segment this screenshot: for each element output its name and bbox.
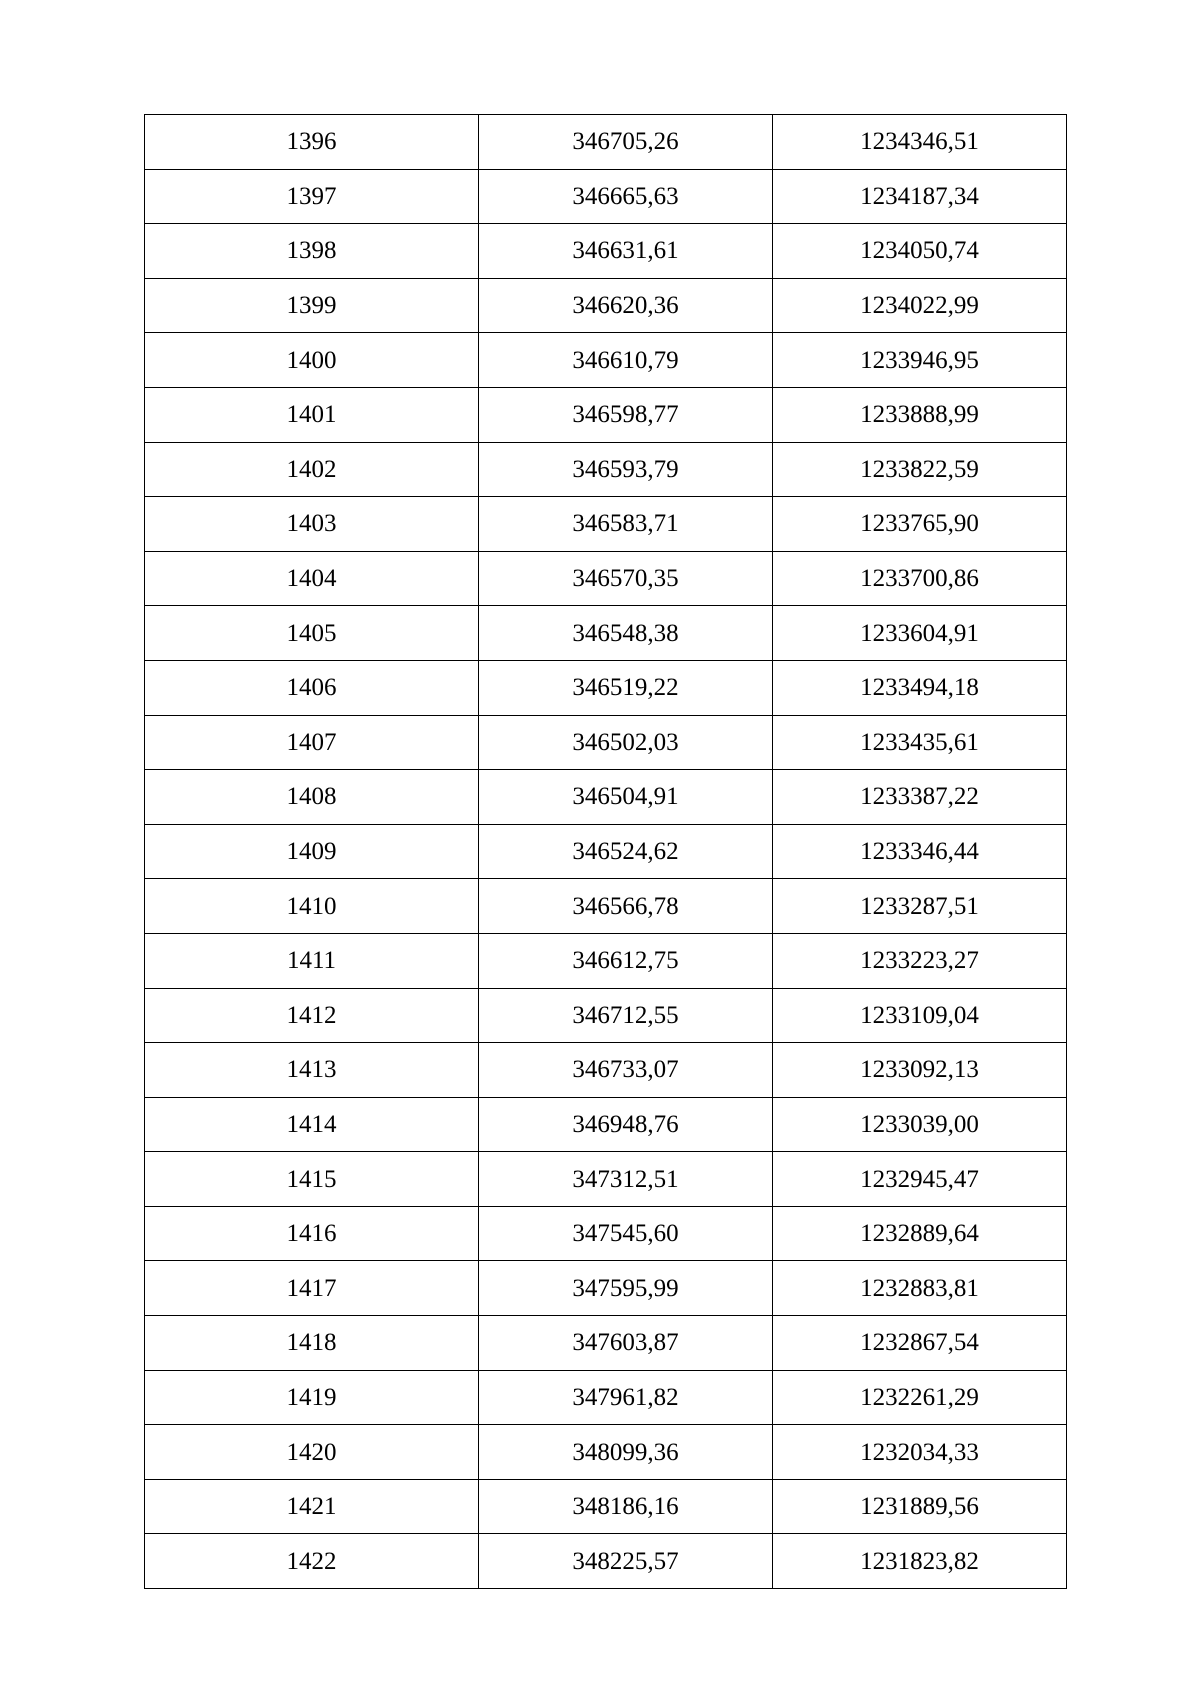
point-number-cell: 1407	[145, 715, 479, 770]
y-coordinate-cell: 1233092,13	[773, 1043, 1067, 1098]
point-number-cell: 1406	[145, 660, 479, 715]
x-coordinate-cell: 347603,87	[479, 1316, 773, 1371]
point-number-cell: 1396	[145, 115, 479, 170]
y-coordinate-cell: 1232034,33	[773, 1425, 1067, 1480]
x-coordinate-cell: 347545,60	[479, 1206, 773, 1261]
point-number-cell: 1417	[145, 1261, 479, 1316]
x-coordinate-cell: 346631,61	[479, 224, 773, 279]
coordinates-table-body	[145, 115, 1067, 1589]
x-coordinate-cell: 346570,35	[479, 551, 773, 606]
table-row	[145, 933, 1067, 988]
point-number-cell: 1399	[145, 278, 479, 333]
point-number-cell: 1416	[145, 1206, 479, 1261]
x-coordinate-cell: 346519,22	[479, 660, 773, 715]
y-coordinate-cell: 1234187,34	[773, 169, 1067, 224]
y-coordinate-cell: 1234050,74	[773, 224, 1067, 279]
y-coordinate-cell: 1232889,64	[773, 1206, 1067, 1261]
point-number-cell: 1405	[145, 606, 479, 661]
table-row	[145, 1316, 1067, 1371]
table-row	[145, 1370, 1067, 1425]
table-row	[145, 1425, 1067, 1480]
point-number-cell: 1418	[145, 1316, 479, 1371]
y-coordinate-cell: 1233765,90	[773, 497, 1067, 552]
table-row	[145, 770, 1067, 825]
table-row	[145, 1206, 1067, 1261]
y-coordinate-cell: 1233223,27	[773, 933, 1067, 988]
point-number-cell: 1401	[145, 387, 479, 442]
x-coordinate-cell: 346620,36	[479, 278, 773, 333]
x-coordinate-cell: 348186,16	[479, 1479, 773, 1534]
table-row	[145, 1261, 1067, 1316]
x-coordinate-cell: 347595,99	[479, 1261, 773, 1316]
table-row	[145, 551, 1067, 606]
point-number-cell: 1415	[145, 1152, 479, 1207]
table-row	[145, 1534, 1067, 1589]
y-coordinate-cell: 1233604,91	[773, 606, 1067, 661]
y-coordinate-cell: 1232883,81	[773, 1261, 1067, 1316]
y-coordinate-cell: 1231823,82	[773, 1534, 1067, 1589]
table-row	[145, 824, 1067, 879]
point-number-cell: 1421	[145, 1479, 479, 1534]
y-coordinate-cell: 1233822,59	[773, 442, 1067, 497]
x-coordinate-cell: 346548,38	[479, 606, 773, 661]
point-number-cell: 1400	[145, 333, 479, 388]
y-coordinate-cell: 1233287,51	[773, 879, 1067, 934]
y-coordinate-cell: 1233494,18	[773, 660, 1067, 715]
x-coordinate-cell: 346598,77	[479, 387, 773, 442]
coordinates-table	[144, 114, 1067, 1589]
x-coordinate-cell: 346733,07	[479, 1043, 773, 1098]
point-number-cell: 1412	[145, 988, 479, 1043]
x-coordinate-cell: 346948,76	[479, 1097, 773, 1152]
table-row	[145, 333, 1067, 388]
y-coordinate-cell: 1233387,22	[773, 770, 1067, 825]
table-row	[145, 988, 1067, 1043]
table-row	[145, 715, 1067, 770]
point-number-cell: 1398	[145, 224, 479, 279]
x-coordinate-cell: 346593,79	[479, 442, 773, 497]
x-coordinate-cell: 346612,75	[479, 933, 773, 988]
table-row	[145, 879, 1067, 934]
y-coordinate-cell: 1232261,29	[773, 1370, 1067, 1425]
x-coordinate-cell: 346502,03	[479, 715, 773, 770]
point-number-cell: 1404	[145, 551, 479, 606]
x-coordinate-cell: 347312,51	[479, 1152, 773, 1207]
y-coordinate-cell: 1231889,56	[773, 1479, 1067, 1534]
table-row	[145, 278, 1067, 333]
table-row	[145, 169, 1067, 224]
x-coordinate-cell: 346610,79	[479, 333, 773, 388]
point-number-cell: 1414	[145, 1097, 479, 1152]
x-coordinate-cell: 348225,57	[479, 1534, 773, 1589]
table-row	[145, 606, 1067, 661]
point-number-cell: 1410	[145, 879, 479, 934]
x-coordinate-cell: 346712,55	[479, 988, 773, 1043]
y-coordinate-cell: 1232945,47	[773, 1152, 1067, 1207]
x-coordinate-cell: 346665,63	[479, 169, 773, 224]
point-number-cell: 1403	[145, 497, 479, 552]
table-row	[145, 387, 1067, 442]
table-row	[145, 442, 1067, 497]
table-row	[145, 1097, 1067, 1152]
y-coordinate-cell: 1234022,99	[773, 278, 1067, 333]
x-coordinate-cell: 347961,82	[479, 1370, 773, 1425]
y-coordinate-cell: 1233946,95	[773, 333, 1067, 388]
point-number-cell: 1419	[145, 1370, 479, 1425]
y-coordinate-cell: 1233700,86	[773, 551, 1067, 606]
table-row	[145, 1152, 1067, 1207]
y-coordinate-cell: 1233346,44	[773, 824, 1067, 879]
table-row	[145, 497, 1067, 552]
x-coordinate-cell: 346504,91	[479, 770, 773, 825]
point-number-cell: 1397	[145, 169, 479, 224]
x-coordinate-cell: 346583,71	[479, 497, 773, 552]
y-coordinate-cell: 1233435,61	[773, 715, 1067, 770]
point-number-cell: 1411	[145, 933, 479, 988]
y-coordinate-cell: 1233888,99	[773, 387, 1067, 442]
point-number-cell: 1409	[145, 824, 479, 879]
table-row	[145, 1479, 1067, 1534]
x-coordinate-cell: 346524,62	[479, 824, 773, 879]
y-coordinate-cell: 1233109,04	[773, 988, 1067, 1043]
point-number-cell: 1413	[145, 1043, 479, 1098]
table-row	[145, 660, 1067, 715]
table-row	[145, 224, 1067, 279]
point-number-cell: 1408	[145, 770, 479, 825]
x-coordinate-cell: 348099,36	[479, 1425, 773, 1480]
point-number-cell: 1402	[145, 442, 479, 497]
table-row	[145, 1043, 1067, 1098]
y-coordinate-cell: 1232867,54	[773, 1316, 1067, 1371]
point-number-cell: 1422	[145, 1534, 479, 1589]
table-row	[145, 115, 1067, 170]
x-coordinate-cell: 346705,26	[479, 115, 773, 170]
x-coordinate-cell: 346566,78	[479, 879, 773, 934]
y-coordinate-cell: 1233039,00	[773, 1097, 1067, 1152]
y-coordinate-cell: 1234346,51	[773, 115, 1067, 170]
point-number-cell: 1420	[145, 1425, 479, 1480]
